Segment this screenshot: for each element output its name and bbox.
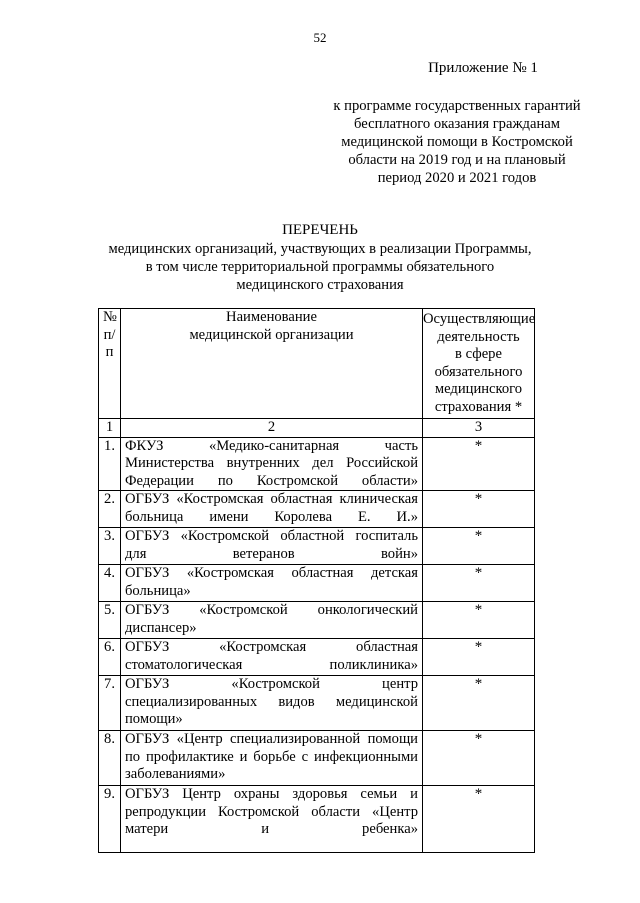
header-oms <box>423 309 535 419</box>
organization-name-line: больница имени Королева Е. И.» <box>125 508 418 525</box>
header-oms-line: деятельность <box>437 328 520 345</box>
oms-mark: * <box>423 639 535 676</box>
header-number-line: № <box>103 309 117 325</box>
row-number: 9. <box>99 786 121 853</box>
column-number: 2 <box>121 419 423 438</box>
organization-name <box>121 639 423 676</box>
subtitle-line: медицинского страхования <box>236 277 404 293</box>
organization-name <box>121 786 423 853</box>
organization-name-line: ОГБУЗ «Костромской центр <box>125 676 418 692</box>
header-number-line: п/п <box>103 326 116 360</box>
table-header-row <box>99 309 535 419</box>
row-number: 4. <box>99 565 121 602</box>
row-number: 1. <box>99 437 121 491</box>
row-number: 7. <box>99 676 121 731</box>
oms-mark: * <box>423 491 535 528</box>
organization-name-line: ОГБУЗ «Костромской онкологический <box>125 602 418 618</box>
organization-name-line: диспансер» <box>125 619 197 636</box>
row-number: 8. <box>99 731 121 786</box>
organization-name-line: матери и ребенка» <box>125 821 418 837</box>
header-number <box>99 309 121 419</box>
table-body <box>99 437 535 853</box>
organization-name-line: специализированных видов медицинской <box>125 693 418 710</box>
table-row <box>99 731 535 786</box>
organization-name-line: больница» <box>125 582 191 599</box>
oms-mark: * <box>423 786 535 853</box>
table-row <box>99 528 535 565</box>
table-row <box>99 565 535 602</box>
row-number: 2. <box>99 491 121 528</box>
column-number: 3 <box>423 419 535 438</box>
organization-name-line: заболеваниями» <box>125 766 226 782</box>
oms-mark: * <box>423 565 535 602</box>
organization-name-line: Федерации по Костромской области» <box>125 472 418 489</box>
appendix-line: бесплатного оказания гражданам <box>354 116 560 132</box>
organization-name-line: ОГБУЗ «Костромская областная клиническая <box>125 491 418 507</box>
appendix-line: медицинской помощи в Костромской <box>341 134 573 150</box>
header-oms-line: медицинского <box>434 381 523 397</box>
header-name-line: медицинской организации <box>189 326 354 343</box>
oms-mark: * <box>423 676 535 731</box>
header-name <box>121 309 423 419</box>
appendix-line: области на 2019 год и на плановый <box>348 152 566 168</box>
document-title: ПЕРЕЧЕНЬ <box>282 222 358 238</box>
header-oms-line: Осуществляющие <box>423 311 536 327</box>
organization-name <box>121 676 423 731</box>
page-number: 52 <box>313 30 327 45</box>
column-number-row <box>99 419 535 438</box>
table-row <box>99 676 535 731</box>
organization-name-line: ФКУЗ «Медико-санитарная часть <box>125 437 418 454</box>
organization-name-line: ОГБУЗ «Центр специализированной помощи <box>125 731 418 747</box>
organization-name <box>121 602 423 639</box>
column-number: 1 <box>99 419 121 438</box>
row-number: 6. <box>99 639 121 676</box>
organization-name-line: Министерства внутренних дел Российской <box>125 455 418 471</box>
organization-name-line: репродукции Костромской области «Центр <box>125 803 418 820</box>
appendix-title: Приложение № 1 <box>428 60 538 76</box>
organization-name-line: стоматологическая поликлиника» <box>125 656 418 673</box>
oms-mark: * <box>423 437 535 491</box>
appendix-line: к программе государственных гарантий <box>333 98 581 114</box>
organization-name-line: ОГБУЗ «Костромской областной госпиталь <box>125 528 418 544</box>
appendix-line: период 2020 и 2021 годов <box>377 170 537 186</box>
oms-mark: * <box>423 528 535 565</box>
row-number: 3. <box>99 528 121 565</box>
organization-name-line: для ветеранов войн» <box>125 545 418 562</box>
organization-name <box>121 528 423 565</box>
oms-mark: * <box>423 731 535 786</box>
row-number: 5. <box>99 602 121 639</box>
table-row <box>99 491 535 528</box>
organization-name-line: ОГБУЗ «Костромская областная <box>125 639 418 655</box>
organization-name <box>121 491 423 528</box>
organization-name-line: ОГБУЗ Центр охраны здоровья семьи и <box>125 786 418 802</box>
organization-name-line: помощи» <box>125 711 183 727</box>
header-oms-line: обязательного <box>434 363 523 380</box>
appendix-reference <box>312 97 602 187</box>
organization-name <box>121 731 423 786</box>
header-name-line: Наименование <box>226 309 317 325</box>
subtitle-line: медицинских организаций, участвующих в реализации Программы, <box>108 241 532 257</box>
header-oms-line: страхования * <box>434 398 523 415</box>
table-row <box>99 786 535 853</box>
subtitle-line: в том числе территориальной программы обязательного <box>145 259 495 275</box>
organization-name <box>121 437 423 491</box>
organization-name <box>121 565 423 602</box>
header-oms-line: в сфере <box>455 346 502 362</box>
organizations-table <box>98 308 535 853</box>
table-row <box>99 602 535 639</box>
document-subtitle <box>100 240 540 294</box>
table-row <box>99 639 535 676</box>
table-row <box>99 437 535 491</box>
organization-name-line: ОГБУЗ «Костромская областная детская <box>125 565 418 581</box>
oms-mark: * <box>423 602 535 639</box>
organization-name-line: по профилактике и борьбе с инфекционными <box>125 748 418 765</box>
